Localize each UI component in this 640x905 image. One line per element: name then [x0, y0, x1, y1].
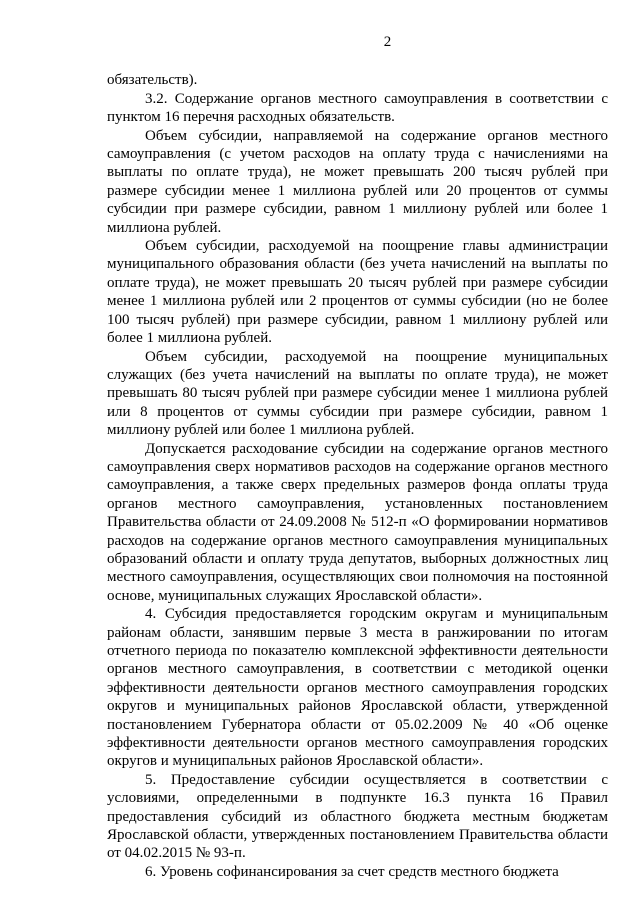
paragraph-spending-allowed: Допускается расходование субсидии на содержание органов местного самоуправления сверх нормативов расходов на содержание органов местного самоуправления, а также сверх предельных размеров фонда оплаты труда органов местного самоуправления, установленных постановлением Правительства области от 24.09.2008 № 512-п «О формировании нормативов расходов на содержание органов местного самоуправления муниципальных образований области и оплату труда депутатов, выборных должностных лиц местного самоуправления, осуществляющих свои полномочия на постоянной основе, муниципальных служащих Ярославской области». — [107, 440, 608, 604]
paragraph-6: 6. Уровень софинансирования за счет средств местного бюджета — [145, 863, 559, 880]
paragraph-subsidy-head-bonus: Объем субсидии, расходуемой на поощрение главы администрации муниципального образования области (без учета начислений на выплаты по оплате труда), не может превышать 20 тысяч рублей при размере субсидии менее 1 миллиона рублей или 2 процентов от суммы субсидии (но не более 100 тысяч рублей) при размере субсидии, равном 1 миллиону рублей или более 1 миллиона рублей. — [107, 238, 608, 347]
paragraph-5: 5. Предоставление субсидии осуществляется в соответствии с условиями, определенными в подпункте 16.3 пункта 16 Правил предоставления субсидий из областного бюджета местным бюджетам Ярославской области, утвержденных постановлением Правительства области от 04.02.2015 № 93-п. — [107, 771, 608, 862]
paragraph-4: 4. Субсидия предоставляется городским округам и муниципальным районам области, занявшим первые 3 места в ранжировании по итогам отчетного периода по показателю комплексной эффективности деятельности органов местного самоуправления, в соответствии с методикой оценки эффективности деятельности органов местного самоуправления городских округов и муниципальных районов Ярославской области, утвержденной постановлением Губернатора области от 05.02.2009 № 40 «Об оценке эффективности деятельности органов местного самоуправления городских округов и муниципальных районов Ярославской области». — [107, 606, 608, 770]
paragraph-subsidy-maintenance: Объем субсидии, направляемой на содержание органов местного самоуправления (с учетом расходов на оплату труда с начислениями на выплаты по оплате труда), не может превышать 200 тысяч рублей при размере субсидии менее 1 миллиона рублей или 20 процентов от суммы субсидии при размере субсидии, равном 1 миллиону рублей или более 1 миллиона рублей. — [107, 127, 608, 236]
paragraph-continuation: обязательств). — [107, 72, 198, 89]
page-number: 2 — [383, 34, 392, 50]
paragraph-subsidy-employee-bonus: Объем субсидии, расходуемой на поощрение муниципальных служащих (без учета начислений на выплаты по оплате труда), не может превышать 80 тысяч рублей при размере субсидии менее 1 миллиона рублей или 8 процентов от суммы субсидии при размере субсидии, равном 1 миллиону рублей или более 1 миллиона рублей. — [107, 348, 608, 439]
paragraph-3-2: 3.2. Содержание органов местного самоуправления в соответствии с пунктом 16 перечня расходных обязательств. — [107, 90, 608, 126]
